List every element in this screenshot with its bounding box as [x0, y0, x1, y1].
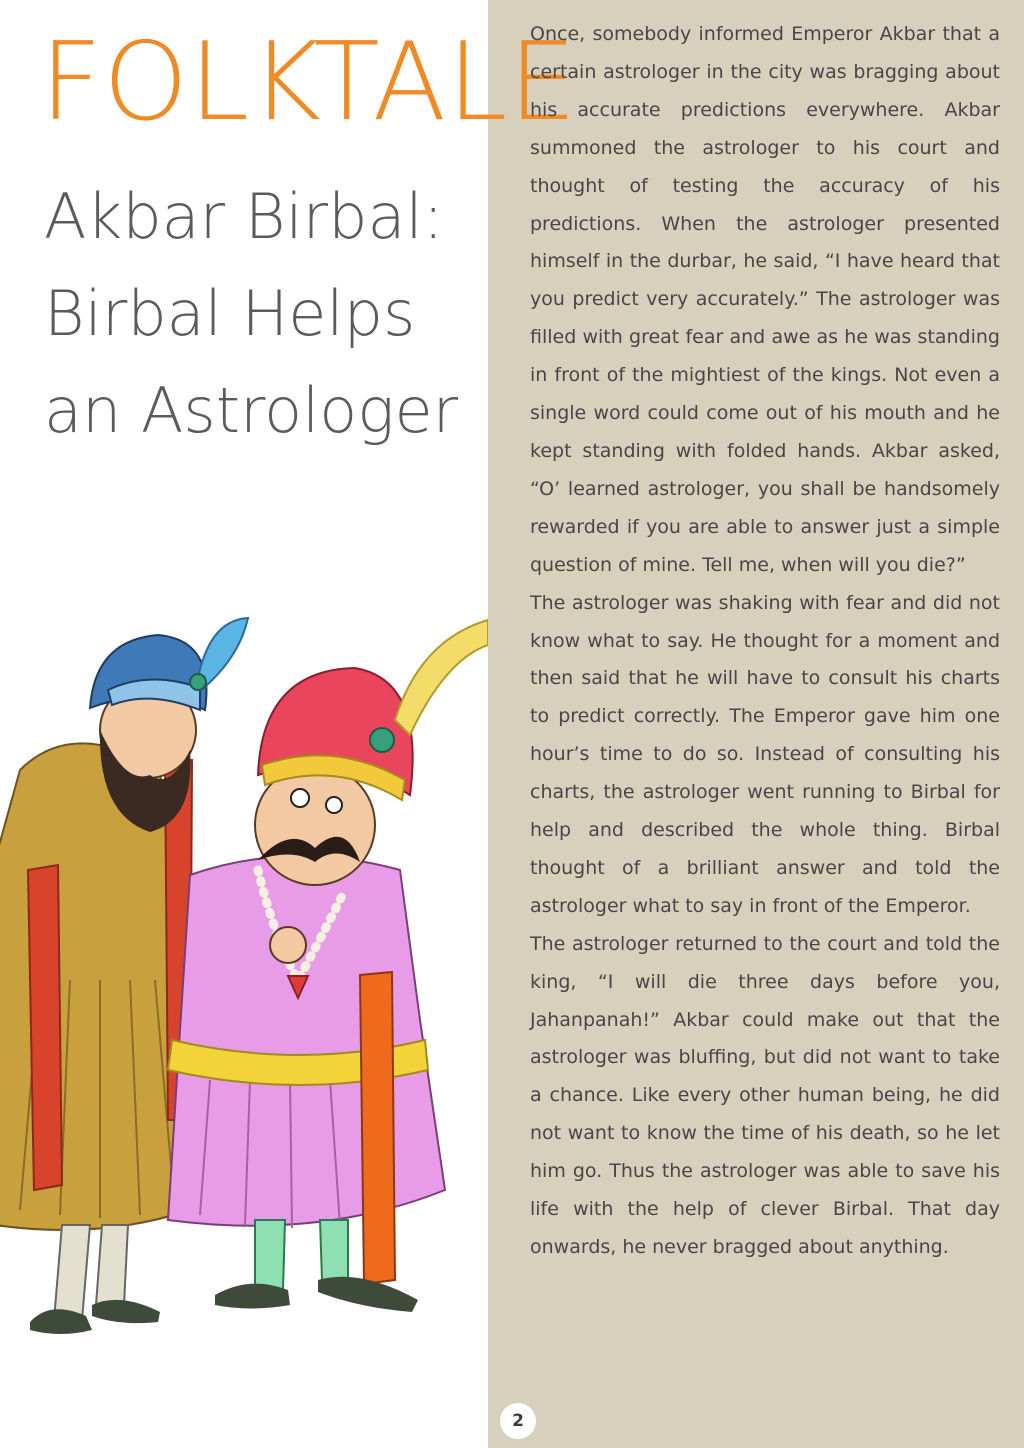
birbal-shoe-right — [92, 1300, 160, 1323]
story-title — [44, 168, 458, 459]
akbar-eye-right — [326, 797, 342, 813]
story-paragraph-3: The astrologer returned to the court and told the king, “I will die three days before you, Jahanpanah!” Akbar could make out that the astrologer was bluffing, but did not want to take a chance. Like every other human being, he did not want to know the time of his death, so he let him go. Thus the astrologer was able to save his life with the help of clever Birbal. That day onwards, he never bragged about anything. — [530, 932, 1000, 1258]
title-line-2: Birbal Helps — [44, 277, 416, 350]
story-paragraph-2: The astrologer was shaking with fear and did not know what to say. He thought for a moment and then said that he will have to consult his charts to predict correctly. The Emperor gave him one hour’s time to do so. Instead of consulting his charts, the astrologer went running to Birbal for help and described the whole thing. Birbal thought of a brilliant answer and told the astrologer what to say in front of the Emperor. — [530, 591, 1000, 917]
story-paragraph-1: Once, somebody informed Emperor Akbar that a certain astrologer in the city was bragging about his accurate predictions everywhere. Akbar summoned the astrologer to his court and thought of testing the accuracy of his predictions. When the astrologer presented himself in the durbar, he said, “I have heard that you predict very accurately.” The astrologer was filled with great fear and awe as he was standing in front of the mightiest of the kings. Not even a single word could come out of his mouth and he kept standing with folded hands. Akbar asked, “O’ learned astrologer, you shall be handsomely rewarded if you are able to answer just a simple question of mine. Tell me, when will you die?” — [530, 23, 1000, 576]
akbar-hand — [270, 927, 306, 963]
birbal-leg-left — [54, 1225, 90, 1320]
kicker-heading: FOLKTALE — [40, 20, 578, 145]
akbar-eye-left — [291, 789, 309, 807]
page-number: 2 — [500, 1403, 536, 1439]
birbal-jewel — [190, 674, 206, 690]
akbar-leg-right — [320, 1220, 348, 1280]
akbar-shoe-right — [318, 1277, 418, 1312]
birbal-left-sash — [28, 865, 62, 1190]
title-line-1: Akbar Birbal: — [44, 180, 444, 253]
akbar-birbal-illustration — [0, 600, 488, 1360]
akbar-feather — [395, 620, 488, 735]
akbar-sash — [360, 972, 395, 1284]
akbar-shoe-left — [215, 1284, 290, 1309]
akbar-leg-left — [255, 1220, 285, 1290]
birbal-feather — [198, 618, 248, 686]
story-text — [530, 16, 1000, 1267]
akbar-jewel — [370, 728, 394, 752]
akbar-robe — [168, 856, 445, 1226]
title-line-3: an Astrologer — [44, 374, 459, 447]
birbal-leg-right — [96, 1225, 128, 1305]
